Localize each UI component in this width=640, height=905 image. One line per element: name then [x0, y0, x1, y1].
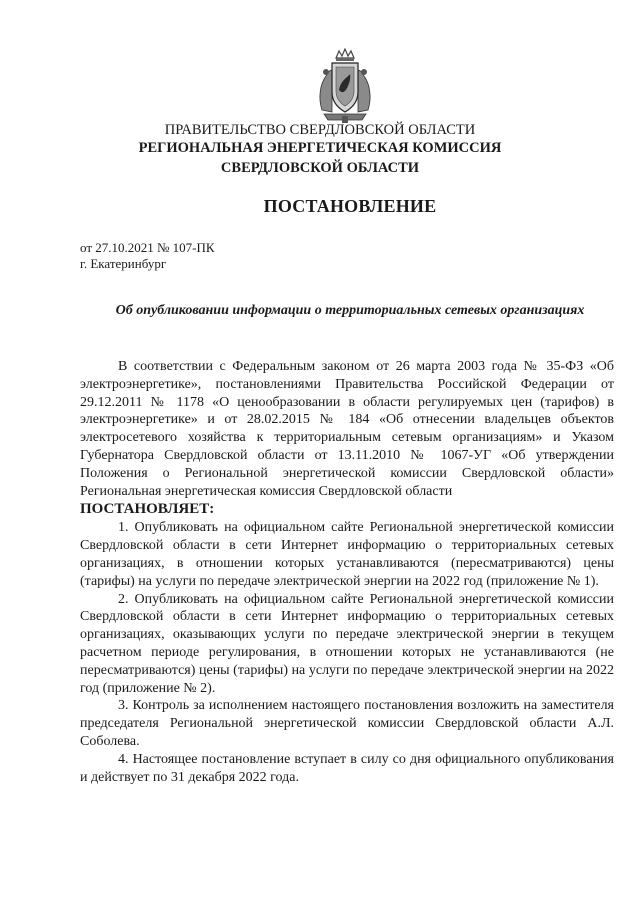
document-body	[80, 358, 614, 786]
city: г. Екатеринбург	[80, 256, 167, 271]
document-type-heading: ПОСТАНОВЛЕНИЕ	[263, 196, 437, 216]
decree-word: ПОСТАНОВЛЯЕТ:	[80, 501, 215, 518]
commission-region-title: СВЕРДЛОВСКОЙ ОБЛАСТИ	[220, 160, 420, 176]
decree-item-4: 4. Настоящее постановление вступает в силу со дня официального опубликования и действует по 31 декабря 2022 года.	[80, 751, 614, 785]
commission-title: РЕГИОНАЛЬНАЯ ЭНЕРГЕТИЧЕСКАЯ КОМИССИЯ	[138, 140, 502, 156]
document-subject: Об опубликовании информации о территориальных сетевых организациях	[115, 303, 585, 318]
decree-item-3: 3. Контроль за исполнением настоящего постановления возложить на заместителя председателя Региональной энергетической комиссии Свердловской области А.Л. Соболева.	[80, 698, 614, 749]
coat-of-arms-icon	[314, 48, 376, 124]
date-number: от 27.10.2021 № 107-ПК	[80, 240, 215, 255]
preamble-paragraph: В соответствии с Федеральным законом от 26 марта 2003 года № 35-ФЗ «Об электроэнергетике», постановлениями Правительства Российской Федерации от 29.12.2011 № 1178 «О ценообразовании в области регулируемых цен (тарифов) в электроэнергетике» и от 28.02.2015 № 184 «Об отнесении владельцев объектов электросетевого хозяйства к территориальным сетевым организациям» и Указом Губернатора Свердловской области от 13.11.2010 № 1067-УГ «Об утверждении Положения о Региональной энергетической комиссии Свердловской области» Региональная энергетическая комиссия Свердловской области	[80, 359, 614, 499]
decree-item-2: 2. Опубликовать на официальном сайте Региональной энергетической комиссии Свердловской области в сети Интернет информацию о территориальных сетевых организациях, оказывающих услуги по передаче электрической энергии в текущем расчетном периоде регулирования, в отношении которых не устанавливаются (не пересматриваются) цены (тарифы) на услуги по передаче электрической энергии на 2022 год (приложение № 2).	[80, 591, 614, 696]
decree-item-1: 1. Опубликовать на официальном сайте Региональной энергетической комиссии Свердловской области в сети Интернет информацию о территориальных сетевых организациях, в отношении которых устанавливаются (пересматриваются) цены (тарифы) на услуги по передаче электрической энергии на 2022 год (приложение № 1).	[80, 520, 614, 589]
government-title: ПРАВИТЕЛЬСТВО СВЕРДЛОВСКОЙ ОБЛАСТИ	[164, 122, 476, 138]
